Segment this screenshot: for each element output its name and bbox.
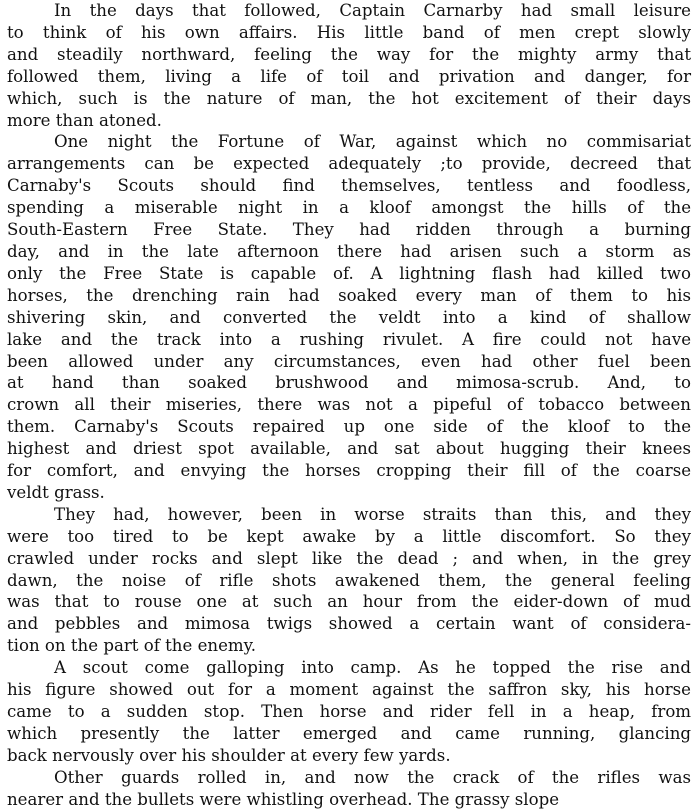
text-line: A scout come galloping into camp. As he topped the rise and [54, 658, 691, 678]
text-line: for comfort, and envying the horses cropping their fill of the coarse [7, 461, 692, 481]
paragraph [7, 657, 691, 767]
text-line: lake and the track into a rushing rivulet. A fire could not have [7, 329, 692, 349]
text-line: more than atoned. [7, 110, 162, 130]
text-line: They had, however, been in worse straits than this, and they [54, 504, 691, 524]
text-line: crown all their miseries, there was not a pipeful of tobacco between [7, 395, 691, 415]
text-line: at hand than soaked brushwood and mimosa-scrub. And, to [7, 373, 691, 393]
text-line: was that to rouse one at such an hour from the eider-down of mud [7, 592, 691, 612]
text-line: arrangements can be expected adequately ;to provide, decreed that [7, 154, 692, 174]
text-line: shivering skin, and converted the veldt into a kind of shallow [7, 307, 691, 327]
text-line: day, and in the late afternoon there had arisen such a storm as [7, 241, 692, 261]
text-line: them. Carnaby's Scouts repaired up one side of the kloof to the [7, 417, 692, 437]
text-line: to think of his own affairs. His little band of men crept slowly [7, 22, 691, 42]
text-line: crawled under rocks and slept like the dead ; and when, in the grey [7, 548, 691, 568]
paragraph [7, 767, 691, 811]
paragraph [7, 0, 691, 131]
text-line: been allowed under any circumstances, even had other fuel been [7, 351, 692, 371]
text-line: and steadily northward, feeling the way for the mighty army that [7, 44, 691, 64]
text-line: South-Eastern Free State. They had ridden through a burning [7, 220, 691, 240]
paragraph [7, 131, 691, 503]
text-line: dawn, the noise of rifle shots awakened them, the general feeling [7, 570, 692, 590]
text-line: In the days that followed, Captain Carnarby had small leisure [54, 1, 692, 20]
story-text-column [7, 0, 691, 811]
text-line: spending a miserable night in a kloof amongst the hills of the [7, 198, 692, 218]
text-line: tion on the part of the enemy. [7, 636, 257, 656]
text-line: and pebbles and mimosa twigs showed a certain want of considera- [7, 614, 691, 634]
text-line: only the Free State is capable of. A lightning flash had killed two [7, 263, 691, 283]
text-line: One night the Fortune of War, against which no commisariat [54, 132, 692, 152]
text-line: horses, the drenching rain had soaked every man of them to his [7, 285, 691, 305]
text-line: highest and driest spot available, and sat about hugging their knees [7, 439, 691, 459]
text-line: were too tired to be kept awake by a little discomfort. So they [7, 526, 691, 546]
text-line: which presently the latter emerged and came running, glancing [7, 723, 692, 743]
text-line: his figure showed out for a moment against the saffron sky, his horse [7, 680, 691, 700]
text-line: Other guards rolled in, and now the crack of the rifles was [54, 767, 691, 787]
text-line: which, such is the nature of man, the hot excitement of their days [7, 88, 691, 108]
text-line: nearer and the bullets were whistling overhead. The grassy slope [7, 789, 560, 809]
text-line: followed them, living a life of toil and privation and danger, for [7, 66, 692, 86]
text-line: veldt grass. [7, 482, 105, 502]
text-line: came to a sudden stop. Then horse and rider fell in a heap, from [7, 702, 692, 721]
paragraph [7, 504, 691, 657]
text-line: back nervously over his shoulder at every few yards. [7, 745, 451, 765]
text-line: Carnaby's Scouts should find themselves, tentless and foodless, [7, 176, 692, 196]
